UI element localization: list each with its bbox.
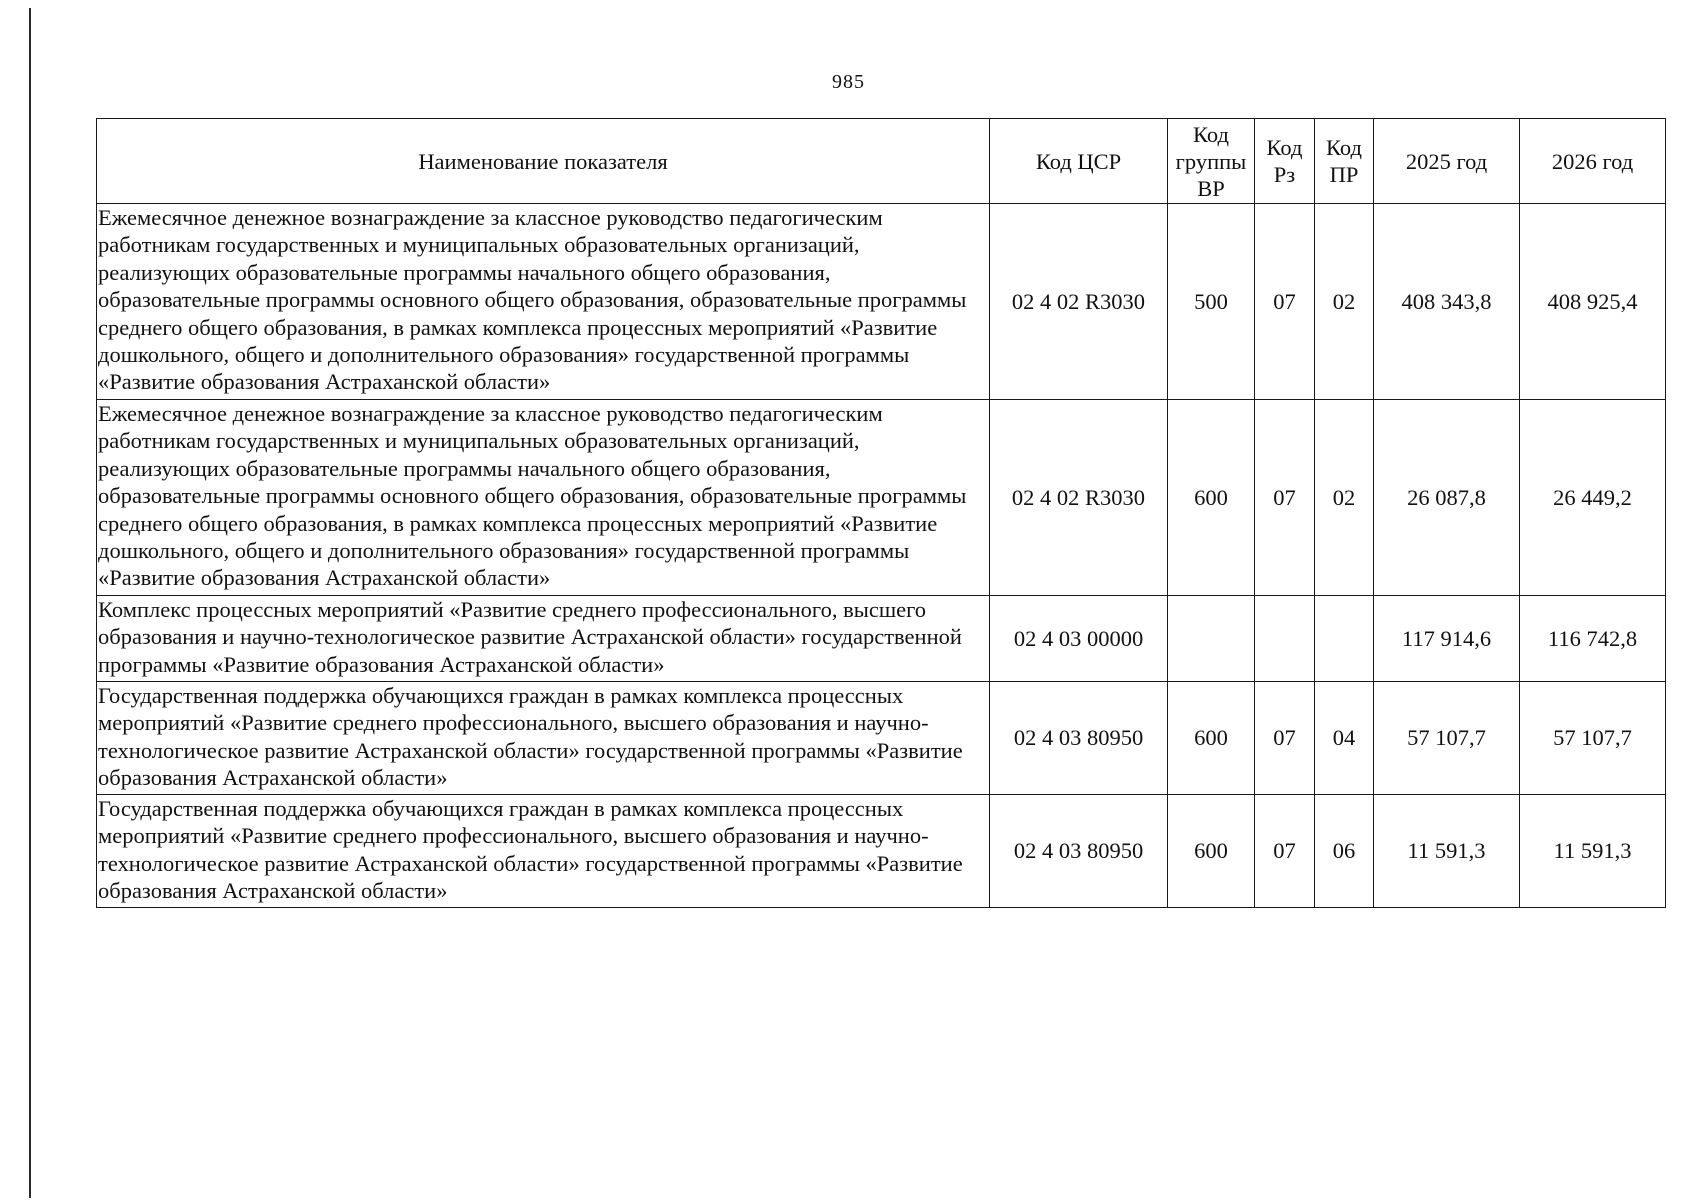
header-pr: Код ПР [1315,119,1374,204]
cell-vr: 600 [1168,400,1255,596]
cell-2025: 117 914,6 [1374,596,1520,682]
cell-2025: 408 343,8 [1374,204,1520,400]
cell-pr: 02 [1315,400,1374,596]
cell-vr: 600 [1168,682,1255,795]
cell-csr: 02 4 03 80950 [990,682,1168,795]
cell-2026: 408 925,4 [1520,204,1666,400]
cell-rz [1255,596,1315,682]
header-2026: 2026 год [1520,119,1666,204]
cell-2025: 11 591,3 [1374,795,1520,908]
cell-vr: 600 [1168,795,1255,908]
cell-name: Ежемесячное денежное вознаграждение за классное руководство педагогическим работникам государственных и муниципальных образовательных организаций, реализующих образовательные программы начального общего образования, образовательные программы основного общего образования, образовательные программы среднего общего образования, в рамках комплекса процессных мероприятий «Развитие дошкольного, общего и дополнительного образования» государственной программы «Развитие образования Астраханской области» [97,204,990,400]
cell-name: Государственная поддержка обучающихся граждан в рамках комплекса процессных мероприятий «Развитие среднего профессионального, высшего образования и научно-технологическое развитие Астраханской области» государственной программы «Развитие образования Астраханской области» [97,795,990,908]
header-csr: Код ЦСР [990,119,1168,204]
cell-vr: 500 [1168,204,1255,400]
cell-rz: 07 [1255,682,1315,795]
cell-rz: 07 [1255,795,1315,908]
cell-rz: 07 [1255,400,1315,596]
binding-margin-line [29,8,31,1198]
header-vr: Код группы ВР [1168,119,1255,204]
cell-csr: 02 4 02 R3030 [990,204,1168,400]
cell-csr: 02 4 02 R3030 [990,400,1168,596]
cell-2026: 116 742,8 [1520,596,1666,682]
cell-pr: 04 [1315,682,1374,795]
cell-name: Комплекс процессных мероприятий «Развитие среднего профессионального, высшего образования и научно-технологическое развитие Астраханской области» государственной программы «Развитие образования Астраханской области» [97,596,990,682]
cell-name: Государственная поддержка обучающихся граждан в рамках комплекса процессных мероприятий «Развитие среднего профессионального, высшего образования и научно-технологическое развитие Астраханской области» государственной программы «Развитие образования Астраханской области» [97,682,990,795]
cell-2026: 11 591,3 [1520,795,1666,908]
budget-table [96,118,1666,908]
cell-name: Ежемесячное денежное вознаграждение за классное руководство педагогическим работникам государственных и муниципальных образовательных организаций, реализующих образовательные программы начального общего образования, образовательные программы основного общего образования, образовательные программы среднего общего образования, в рамках комплекса процессных мероприятий «Развитие дошкольного, общего и дополнительного образования» государственной программы «Развитие образования Астраханской области» [97,400,990,596]
table-row [97,400,1666,596]
cell-csr: 02 4 03 80950 [990,795,1168,908]
header-rz: Код Рз [1255,119,1315,204]
cell-csr: 02 4 03 00000 [990,596,1168,682]
page-number: 985 [832,71,865,93]
cell-pr: 02 [1315,204,1374,400]
cell-rz: 07 [1255,204,1315,400]
cell-vr [1168,596,1255,682]
cell-2025: 26 087,8 [1374,400,1520,596]
table-row [97,795,1666,908]
cell-pr: 06 [1315,795,1374,908]
table-row [97,204,1666,400]
cell-2026: 57 107,7 [1520,682,1666,795]
cell-2025: 57 107,7 [1374,682,1520,795]
header-name: Наименование показателя [97,119,990,204]
table-row [97,682,1666,795]
table-header-row [97,119,1666,204]
header-2025: 2025 год [1374,119,1520,204]
table-row [97,596,1666,682]
cell-pr [1315,596,1374,682]
cell-2026: 26 449,2 [1520,400,1666,596]
